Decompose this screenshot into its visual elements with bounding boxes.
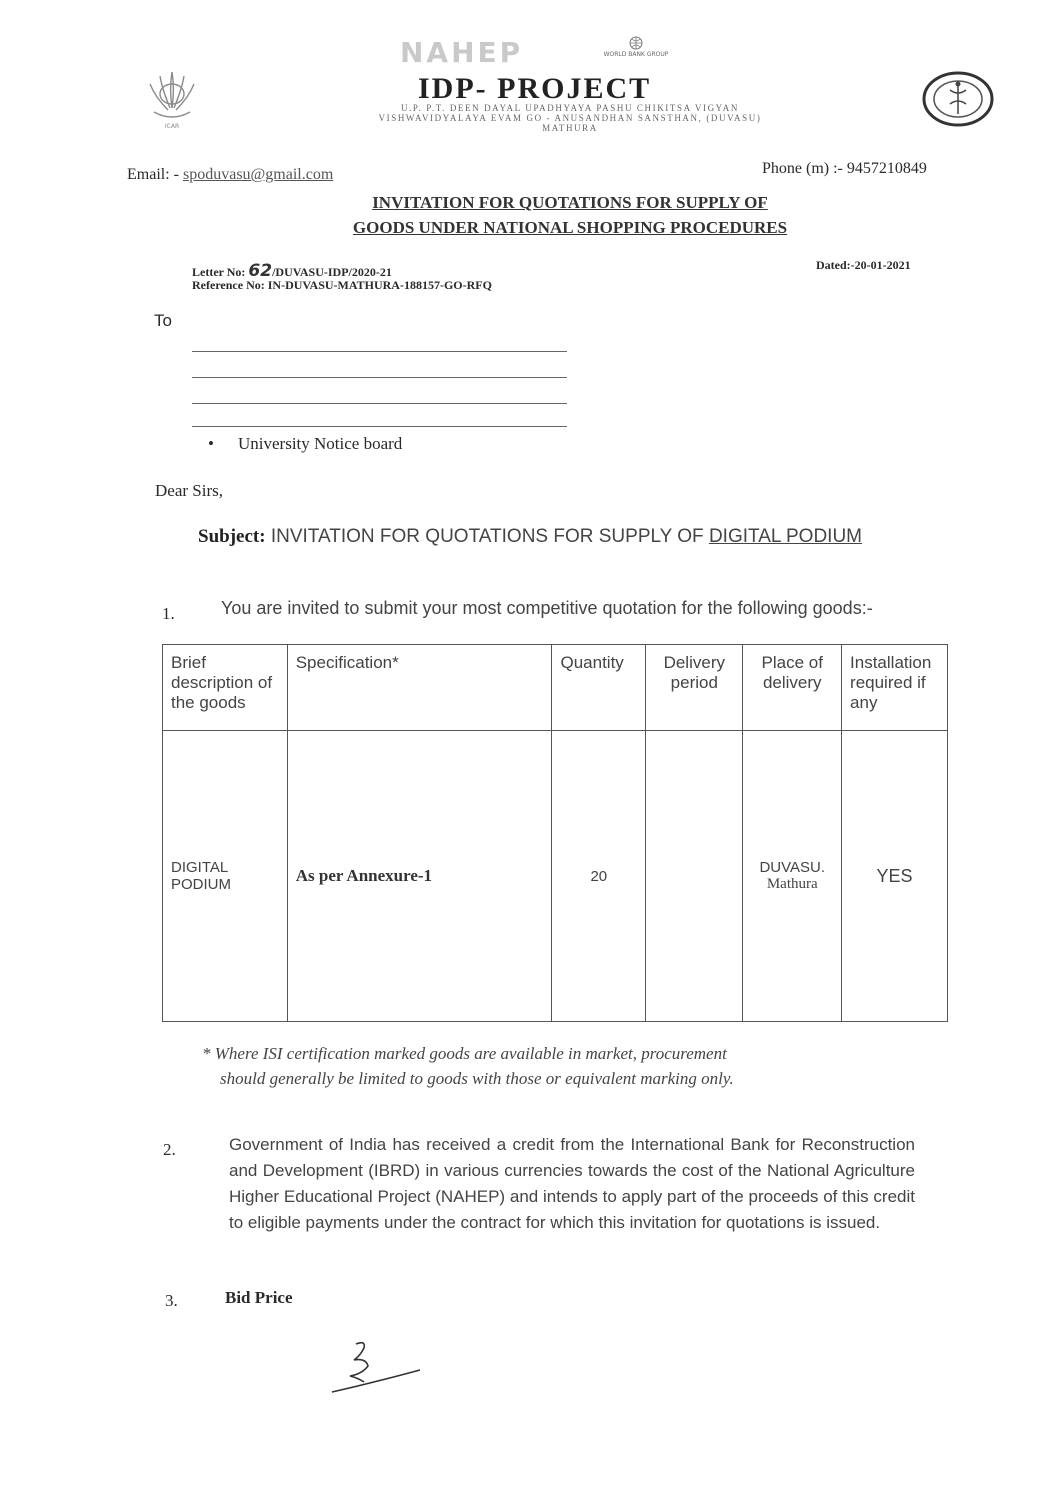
col-header-delivery: Delivery period [646, 645, 743, 731]
col-header-place: Place of delivery [743, 645, 842, 731]
email-line: Email: - spoduvasu@gmail.com [127, 166, 334, 183]
svg-text:ICAR: ICAR [164, 123, 180, 130]
para-2-text: Government of India has received a credit from the International Bank for Reconstruction and Development (IBRD) in various currencies towards the cost of the National Agriculture Higher Educational Project (NAHEP) and intends to apply part of the proceeds of this credit to eligible payments under the contract for which this invitation for quotations is issued. [229, 1135, 915, 1232]
handwritten-letter-number: 62 [248, 261, 273, 281]
cell-delivery [646, 731, 743, 1022]
subject-line: Subject: INVITATION FOR QUOTATIONS FOR SUPPLY OF DIGITAL PODIUM [198, 526, 863, 547]
world-bank-logo: WORLD BANK GROUP [586, 36, 686, 58]
nahep-logo: NAHEP [400, 36, 524, 69]
col-header-installation: Installation required if any [842, 645, 948, 731]
to-label: To [154, 311, 172, 330]
university-name: U.P. P.T. DEEN DAYAL UPADHYAYA PASHU CHIKITSA VIGYAN VISHWAVIDYALAYA EVAM GO - ANUSANDHAN SANSTHAN, (DUVASU) MATHURA [378, 103, 762, 133]
world-bank-globe-icon [627, 36, 645, 50]
icar-logo [140, 64, 204, 132]
address-line [192, 351, 567, 352]
para-1-number: 1. [162, 604, 175, 623]
cell-quantity: 20 [552, 731, 646, 1022]
duvasu-seal-logo [920, 70, 996, 128]
cell-description: DIGITAL PODIUM [163, 731, 288, 1022]
letter-date: Dated:-20-01-2021 [816, 258, 911, 272]
cell-specification: As per Annexure-1 [287, 731, 552, 1022]
project-title: IDP- PROJECT [418, 72, 652, 105]
document-heading: INVITATION FOR QUOTATIONS FOR SUPPLY OF GOODS UNDER NATIONAL SHOPPING PROCEDURES [352, 193, 788, 237]
col-header-quantity: Quantity [552, 645, 646, 731]
col-header-description: Brief description of the goods [163, 645, 288, 731]
salutation: Dear Sirs, [155, 481, 223, 500]
isi-footnote: * Where ISI certification marked goods are available in market, procurement should generally be limited to goods with those or equivalent marking only. [202, 1044, 734, 1088]
para-3-number: 3. [165, 1291, 178, 1310]
col-header-specification: Specification* [287, 645, 552, 731]
reference-number: Reference No: IN-DUVASU-MATHURA-188157-GO-RFQ [192, 278, 492, 292]
address-line [192, 377, 567, 378]
phone-number: Phone (m) :- 9457210849 [762, 160, 927, 177]
recipient-notice-board: • University Notice board [208, 434, 403, 453]
cell-installation: YES [842, 731, 948, 1022]
para-2-number: 2. [163, 1140, 176, 1159]
cell-place: DUVASU. Mathura [743, 731, 842, 1022]
signature [328, 1338, 424, 1396]
table-row [163, 731, 948, 1022]
email-link[interactable]: spoduvasu@gmail.com [182, 166, 334, 183]
letter-number: Letter No: 62/DUVASU-IDP/2020-21 [192, 261, 392, 281]
goods-table [162, 644, 948, 1022]
para-1-text: You are invited to submit your most competitive quotation for the following goods:- [221, 598, 873, 618]
address-line [192, 403, 567, 404]
table-header-row [163, 645, 948, 731]
para-3-title: Bid Price [225, 1288, 293, 1307]
address-line [192, 426, 567, 427]
